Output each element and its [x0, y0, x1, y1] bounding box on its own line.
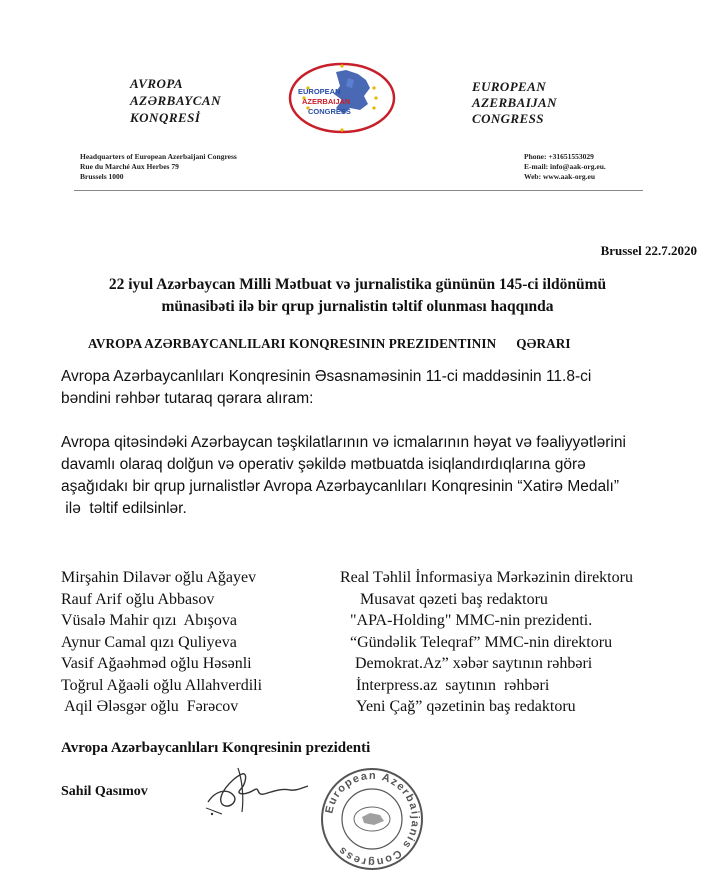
decree-heading-left: AVROPA AZƏRBAYCANLILARI KONQRESININ PREZIDENTININ: [88, 336, 497, 351]
header-right-line: AZERBAIJAN: [472, 95, 557, 110]
congress-logo: [284, 58, 400, 138]
contact-email: E-mail: info@aak-org.eu.: [524, 162, 606, 171]
journalist-position: "APA-Holding" MMC-nin prezidenti.: [350, 612, 593, 629]
decision-paragraph: [61, 432, 701, 520]
journalist-name: Vasif Ağaəhməd oğlu Həsənli: [61, 655, 252, 672]
decree-heading: [88, 336, 571, 352]
header-right-title: [472, 79, 557, 127]
journalist-name: Vüsalə Mahir qızı Abışova: [61, 612, 237, 629]
paragraph-line: Avropa qitəsindəki Azərbaycan təşkilatlarının və icmalarının həyat və fəaliyyətlərini: [61, 434, 626, 451]
journalist-name: Rauf Arif oğlu Abbasov: [61, 590, 215, 608]
paragraph-line: Avropa Azərbaycanlıları Konqresinin Əsasnaməsinin 11-ci maddəsinin 11.8-ci: [61, 368, 592, 385]
president-name: Sahil Qasımov: [61, 784, 148, 799]
paragraph-line: ilə təltif edilsinlər.: [61, 500, 187, 517]
journalist-names: [61, 567, 262, 718]
decree-heading-right: QƏRARI: [516, 336, 571, 351]
title-line: 22 iyul Azərbaycan Milli Mətbuat və jurnalistika gününün 145-ci ildönümü: [108, 276, 607, 293]
document-date: Brussel 22.7.2020: [600, 243, 697, 258]
organization-seal: [318, 765, 426, 873]
paragraph-line: bəndini rəhbər tutaraq qərara alıram:: [61, 390, 314, 407]
header-left-title: [130, 75, 221, 126]
header-left-line: AZƏRBAYCAN: [130, 93, 221, 108]
journalist-name: Toğrul Ağaəli oğlu Allahverdili: [61, 676, 263, 694]
document-title: [0, 274, 715, 318]
journalist-name: Aynur Camal qızı Quliyeva: [61, 633, 237, 651]
header-divider: [74, 190, 643, 191]
paragraph-line: davamlı olaraq dolğun və operativ şəkildə mətbuatda isiqlandırdıqlarına görə: [61, 456, 586, 473]
title-line: münasibəti ilə bir qrup jurnalistin təltif olunması haqqında: [161, 298, 554, 315]
header-right-line: EUROPEAN: [472, 79, 546, 94]
intro-paragraph: [61, 366, 681, 410]
logo-text: EUROPEAN: [298, 87, 341, 96]
logo-text: AZERBAIJAN: [302, 97, 351, 106]
seal-text: European Azerbaijanis Congress: [323, 769, 422, 869]
journalist-position: “Gündəlik Teleqraf” MMC-nin direktoru: [350, 633, 613, 651]
journalist-position: Demokrat.Az” xəbər saytının rəhbəri: [355, 655, 593, 672]
address-line: Headquarters of European Azerbaijani Congress: [80, 152, 237, 161]
header-left-line: AVROPA: [130, 76, 184, 91]
header-left-line: KONQRESİ: [130, 110, 201, 125]
address-block: [80, 152, 237, 182]
journalist-position: Musavat qəzeti baş redaktoru: [360, 590, 548, 608]
signature-image: [198, 760, 316, 820]
journalist-name: Aqil Ələsgər oğlu Fərəcov: [61, 698, 239, 715]
paragraph-line: aşağıdakı bir qrup jurnalistlər Avropa Azərbaycanlıları Konqresinin “Xatirə Medalı”: [61, 478, 619, 495]
journalist-position: Yeni Çağ” qəzetinin baş redaktoru: [356, 698, 576, 715]
address-line: Rue du Marché Aux Herbes 79: [80, 162, 179, 171]
journalist-name: Mirşahin Dilavər oğlu Ağayev: [61, 569, 257, 586]
president-title: Avropa Azərbaycanlıları Konqresinin prezidenti: [61, 740, 371, 756]
journalist-position: Real Təhlil İnformasiya Mərkəzinin direktoru: [340, 569, 633, 586]
contact-phone: Phone: +31651553029: [524, 152, 594, 161]
header-right-line: CONGRESS: [472, 111, 544, 126]
contact-web: Web: www.aak-org.eu: [524, 172, 596, 181]
address-line: Brussels 1000: [80, 172, 124, 181]
logo-text: CONGRESS: [308, 107, 351, 116]
contact-block: [524, 152, 606, 182]
journalist-positions: [340, 567, 633, 718]
journalist-position: İnterpress.az saytının rəhbəri: [356, 676, 550, 694]
